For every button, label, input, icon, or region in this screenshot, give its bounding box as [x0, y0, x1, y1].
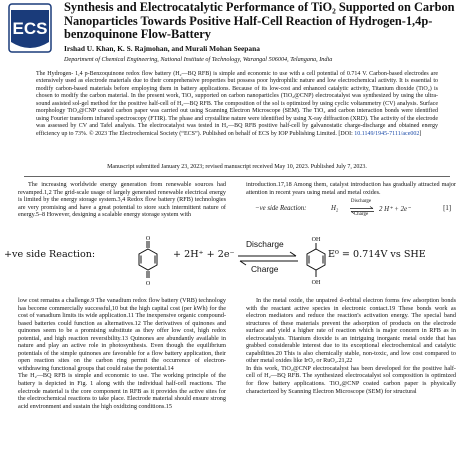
eq-bottom-label: Charge: [353, 212, 369, 217]
ecs-logo: [6, 2, 54, 54]
article-title: Synthesis and Electrocatalytic Performance of TiO₂ Supported on Carbon Nanoparticles Towards Positive Half-Cell Reaction of Hydrogen-1,4p-benzoquinone Flow-Battery: [64, 0, 455, 42]
affiliation: Department of Chemical Engineering, National Institute of Technology, Warangal 506004, Telangana, India: [64, 56, 333, 63]
copyright: © 2023 The Electrochemical Society (“ECS”). Published on behalf of ECS by IOP Publishing Limited. [DOI:: [89, 130, 355, 137]
scheme-discharge-label: Discharge: [246, 239, 284, 249]
reaction-scheme: [0, 234, 474, 286]
manuscript-dates: Manuscript submitted January 23, 2023; revised manuscript received May 10, 2023. Published July 7, 2023.: [107, 164, 367, 170]
eq-rhs: 2 H⁺ + 2e⁻: [379, 206, 411, 213]
abstract: [36, 71, 438, 138]
scheme-electrons: + 2H⁺ + 2e⁻: [173, 249, 235, 260]
scheme-label: +ve side Reaction:: [4, 249, 96, 260]
hydroquinone-top-oh: OH: [311, 237, 321, 243]
divider: [24, 176, 450, 177]
body-right-col-1: introduction.17,18 Among them, catalyst introduction has gradually attracted major attention in recent years using metal and metal oxides.: [246, 181, 456, 196]
eq-number: [1]: [443, 205, 451, 212]
body-left-col-2: low cost remains a challenge.9 The vanadium redox flow battery (VRB) technology has become commercially successful,10 but the high capital cost (per kWh) for the cost of vanadium limits its wide application.11 The inexpensive organic compound-based batteries could function as alternatives.12 The derivatives of quinones and quinones seem to be a promising substitute as they offer low cost, high redox potential, and high reaction reversibility.13 Quinones are abundantly available in nature and play an active role in photosynthesis. Even though the equilibrium potentials of the simple quinones are favorable for a flow battery application, their open reaction sites on the carbon ring permit the occurrence of electron-withdrawing functional groups that could raise the potential.14 The H₂—BQ RFB is simple and economic to use. The working principle of the battery is depicted in Fig. 1 along with the individual half-cell reactions. The electrode material is the core component in RFB as it provides the active sites for the electrochemical reactions to take place. Electrode material should ensure strong acid environment and sustain the high oxidizing conditions.15: [18, 297, 226, 410]
doi-link[interactable]: 10.1149/1945-7111/ace002: [354, 130, 420, 137]
eq-top-label: Discharge: [350, 199, 372, 204]
benzoquinone-structure: [139, 241, 157, 278]
authors: Irshad U. Khan, K. S. Rajmohan, and Murali Mohan Seepana: [64, 44, 260, 53]
quinone-top-o: O: [145, 236, 151, 242]
scheme-charge-label: Charge: [251, 264, 279, 274]
hydroquinone-bottom-oh: OH: [311, 280, 321, 286]
body-left-col-1: The increasing worldwide energy generation from renewable sources had revamped.1,2 The grid-scale usage of largely generated renewable electrical energy is limited by the energy storage system.3,4 Redox flow battery (RFB) technologies are very promising and have a great potential to store such intermittent nature of energy.5–8 However, designing a scalable energy storage system with: [18, 181, 226, 219]
scheme-potential: E⁰ = 0.714V vs SHE: [328, 249, 426, 260]
quinone-bottom-o: O: [145, 281, 151, 286]
logo-text: ECS: [12, 19, 48, 38]
eq-lhs: H₂: [331, 205, 339, 212]
body-right-col-2: In the metal oxide, the unpaired d-orbital electron forms few adsorption bonds with the reactant active species in electronic contact.19 These bonds work as electron mediators and reduce the reaction's activation energy. The special band structures of these materials prevent the adsorption of products on the electrode surface and yield a higher rate of reaction which is major concern in RFB as in electrocatalysts. Titanium dioxide is an intriguing inorganic metal oxide that has grabbed considerable interest due to its exceptional electrochemical and catalytic capabilities.20 This is also chemically stable, non-toxic, and low cost compared to other metal oxides like IrO₂ or RuO₂.21,22 In this work, TiO₂@CNP electrocatalyst has been developed for the positive half-cell of H₂—BQ RFB. The synthesized electrocatalyst sol composition is optimized for flow battery applications. TiO₂@CNP coated carbon paper is physically characterized by Scanning Electron Microscope (SEM) for structural: [246, 297, 456, 395]
eq-label: −ve side Reaction:: [255, 205, 307, 212]
equation-1: [255, 199, 455, 217]
copyright-end: ]: [419, 130, 422, 137]
abstract-text: The Hydrogen- 1,4 p-Benzoquinone redox flow battery (H₂—BQ RFB) is simple and economic to use with a cell potential of 0.714 V. Carbon-based electrodes are extensively used as electrode materials due to their comprehensive properties but possess poor hydrophilic nature and low electrochemical activity. It is essential to modify carbon-based materials before employing them in battery applications. Because of its low-cost and enhanced catalytic activity, Titanium dioxide (TiO₂) is chosen to modify the carbon material. In the present work, TiO₂ supported on carbon nanoparticles (TiO₂@CNP) electrocatalyst was synthesized by using the ultra-sound assisted sol-gel method for the positive half-cell of H₂—BQ RFB. The composition of the sol is optimized by using cyclic voltammetry (CV) analysis. Surface morphology TiO₂@CNP coated carbon paper was carried out using Scanning Electron Microscope (SEM). The TiO₂ and carbon interaction bonds were identified using Fourier transform infrared spectroscopy (FTIR). The phase and crystalline nature were identified by using X-ray diffraction (XRD). The activity of the electrode was assessed by CV and Tafel analysis. The electrocatalyst was tested in H₂—BQ RFB positive half-cell by galvanostatic charge-discharge and obtained energy efficiency up to 73%.: [36, 71, 438, 137]
hydroquinone-structure: [307, 243, 325, 277]
